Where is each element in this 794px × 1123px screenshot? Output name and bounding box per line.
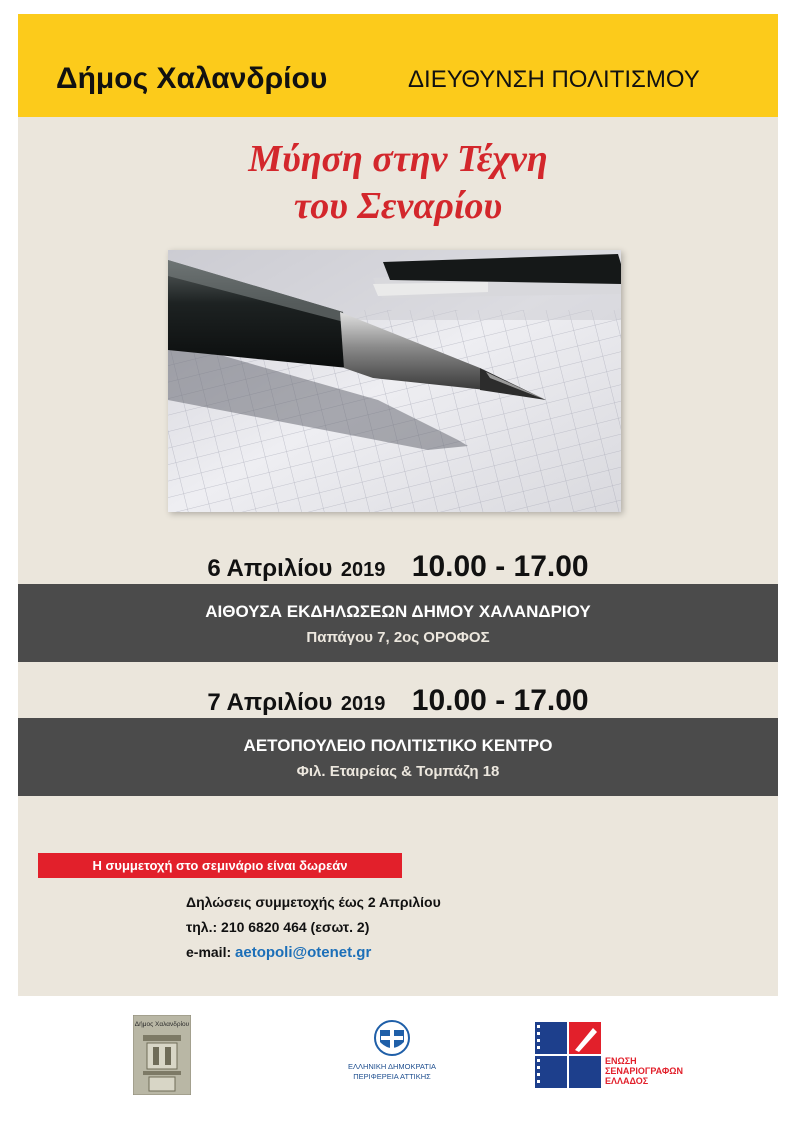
poster: [18, 14, 778, 996]
department-name: ΔΙΕΥΘΥΝΣΗ ΠΟΛΙΤΙΣΜΟΥ: [408, 66, 700, 93]
screenwriters-union-logo: [535, 1020, 705, 1092]
municipality-name: Δήμος Χαλανδρίου: [56, 62, 328, 95]
header-banner: [18, 14, 778, 117]
event-title-line2: του Σεναρίου: [293, 185, 503, 227]
event-date-2-day: 7 Απριλίου: [207, 689, 333, 716]
union-logo-line3: ΕΛΛΑΔΟΣ: [605, 1076, 649, 1086]
pen-photo: [168, 250, 621, 512]
free-participation-notice: Η συμμετοχή στο σεμινάριο είναι δωρεάν: [38, 853, 402, 878]
venue-2-name: ΑΕΤΟΠΟΥΛΕΙΟ ΠΟΛΙΤΙΣΤΙΚΟ ΚΕΝΤΡΟ: [243, 736, 553, 755]
registration-deadline: Δηλώσεις συμμετοχής έως 2 Απριλίου: [186, 894, 441, 910]
event-date-2-hours: 10.00 - 17.00: [411, 684, 589, 717]
venue-2-address: Φιλ. Εταιρείας & Τομπάζη 18: [296, 763, 500, 780]
event-date-2-year: 2019: [340, 693, 386, 715]
region-logo-line1: ΕΛΛΗΝΙΚΗ ΔΗΜΟΚΡΑΤΙΑ: [347, 1062, 437, 1071]
event-date-2: [18, 684, 778, 718]
event-date-1-day: 6 Απριλίου: [207, 555, 333, 582]
contact-phone: τηλ.: 210 6820 464 (εσωτ. 2): [186, 919, 370, 935]
venue-1-name: ΑΙΘΟΥΣΑ ΕΚΔΗΛΩΣΕΩΝ ΔΗΜΟΥ ΧΑΛΑΝΔΡΙΟΥ: [205, 602, 591, 621]
event-date-1-hours: 10.00 - 17.00: [411, 550, 589, 583]
municipality-logo: [133, 1015, 191, 1095]
email-link[interactable]: aetopoli@otenet.gr: [235, 944, 372, 961]
region-attica-logo: [335, 1018, 450, 1088]
event-title-line1: Μύηση στην Τέχνη: [248, 138, 548, 180]
union-logo-line2: ΣΕΝΑΡΙΟΓΡΑΦΩΝ: [605, 1066, 684, 1076]
event-date-1-year: 2019: [340, 559, 386, 581]
region-logo-line2: ΠΕΡΙΦΕΡΕΙΑ ΑΤΤΙΚΗΣ: [353, 1072, 431, 1081]
venue-band-2: [18, 718, 778, 796]
venue-band-1: [18, 584, 778, 662]
email-label: e-mail:: [186, 944, 232, 960]
venue-1-address: Παπάγου 7, 2ος ΟΡΟΦΟΣ: [306, 629, 490, 646]
event-date-1: [18, 550, 778, 584]
municipality-logo-caption: Δήμος Χαλανδρίου: [134, 1021, 190, 1028]
contact-email-line: [186, 944, 371, 961]
union-logo-line1: ΕΝΩΣΗ: [605, 1056, 637, 1066]
